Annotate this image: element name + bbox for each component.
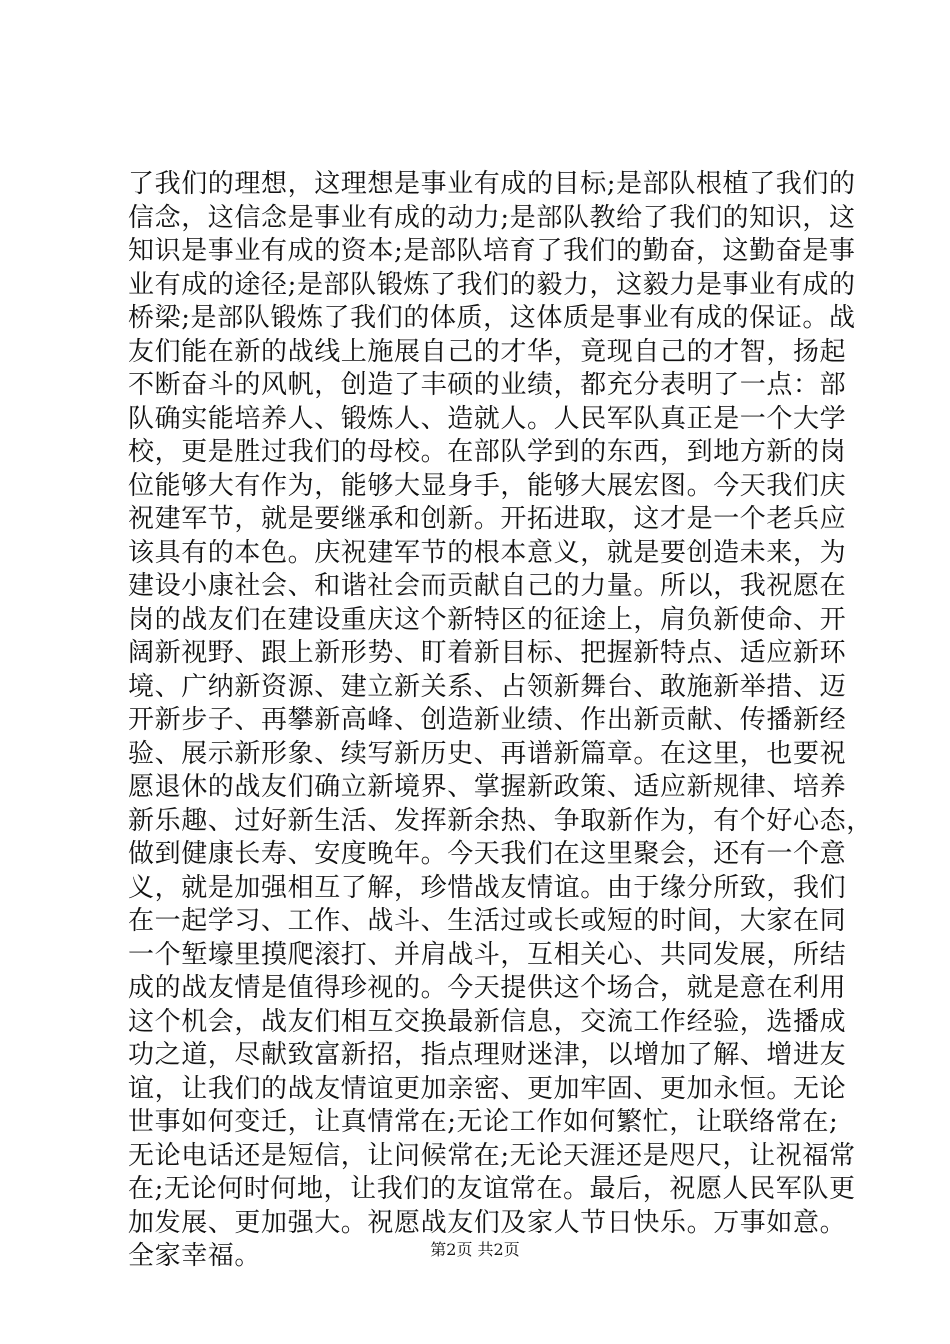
text-line: 友们能在新的战线上施展自己的才华，竟现自己的才智，扬起 [128,336,847,367]
text-line: 在一起学习、工作、战斗、生活过或长或短的时间，大家在同 [128,906,847,936]
text-line: 祝建军节，就是要继承和创新。开拓进取，这才是一个老兵应 [128,504,847,534]
text-line: 了我们的理想，这理想是事业有成的目标;是部队根植了我们的 [128,169,856,199]
text-line: 业有成的途径;是部队锻炼了我们的毅力，这毅力是事业有成的 [128,269,856,300]
text-line: 在;无论何时何地，让我们的友谊常在。最后，祝愿人民军队更 [128,1174,856,1204]
text-line: 桥梁;是部队锻炼了我们的体质，这体质是事业有成的保证。战 [128,303,856,333]
text-line: 这个机会，战友们相互交换最新信息，交流工作经验，选播成 [128,1006,847,1037]
text-line: 功之道，尽献致富新招，指点理财迷津，以增加了解、增进友 [128,1040,847,1070]
text-line: 建设小康社会、和谐社会而贡献自己的力量。所以，我祝愿在 [128,571,847,601]
page-footer: 第2页 共2页 [430,1240,520,1259]
text-line: 该具有的本色。庆祝建军节的根本意义，就是要创造未来，为 [128,537,847,568]
text-line: 阔新视野、跟上新形势、盯着新目标、把握新特点、适应新环 [128,638,847,668]
text-line: 信念，这信念是事业有成的动力;是部队教给了我们的知识，这 [128,202,856,233]
text-line: 愿退休的战友们确立新境界、掌握新政策、适应新规律、培养 [128,772,847,802]
text-line: 义，就是加强相互了解，珍惜战友情谊。由于缘分所致，我们 [128,872,847,903]
text-line: 全家幸福。 [128,1241,262,1271]
text-line: 岗的战友们在建设重庆这个新特区的征途上，肩负新使命、开 [128,604,847,635]
text-line: 成的战友情是值得珍视的。今天提供这个场合，就是意在利用 [128,973,847,1003]
text-line: 不断奋斗的风帆，创造了丰硕的业绩，都充分表明了一点：部 [128,370,847,400]
text-line: 知识是事业有成的资本;是部队培育了我们的勤奋，这勤奋是事 [128,236,856,266]
text-line: 境、广纳新资源、建立新关系、占领新舞台、敢施新举措、迈 [128,671,847,702]
text-line: 做到健康长寿、安度晚年。今天我们在这里聚会，还有一个意 [128,839,847,869]
text-line: 队确实能培养人、锻炼人、造就人。人民军队真正是一个大学 [128,403,847,434]
text-line: 谊，让我们的战友情谊更加亲密、更加牢固、更加永恒。无论 [128,1073,847,1104]
text-line: 位能够大有作为，能够大显身手，能够大展宏图。今天我们庆 [128,470,847,501]
text-line: 校，更是胜过我们的母校。在部队学到的东西，到地方新的岗 [128,437,847,467]
text-line: 世事如何变迁，让真情常在;无论工作如何繁忙，让联络常在; [128,1107,839,1137]
text-line: 开新步子、再攀新高峰、创造新业绩、作出新贡献、传播新经 [128,705,847,735]
text-line: 验、展示新形象、续写新历史、再谱新篇章。在这里，也要祝 [128,738,847,769]
text-line: 新乐趣、过好新生活、发挥新余热、争取新作为，有个好心态， [128,805,873,836]
text-line: 一个堑壕里摸爬滚打、并肩战斗，互相关心、共同发展，所结 [128,939,847,970]
body-text [128,168,873,1274]
text-line: 加发展、更加强大。祝愿战友们及家人节日快乐。万事如意。 [128,1207,847,1238]
text-line: 无论电话还是短信，让问候常在;无论天涯还是咫尺，让祝福常 [128,1140,856,1171]
